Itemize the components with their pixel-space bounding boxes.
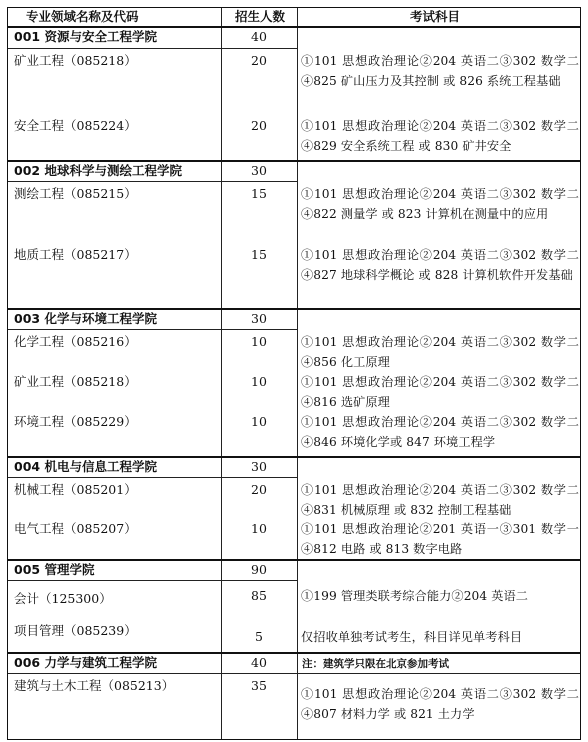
major-exam: ①101 思想政治理论②204 英语二③302 数学二④822 测量学 或 823 计算机在测量中的应用 bbox=[301, 187, 579, 221]
major-name: 机械工程（085201） bbox=[14, 482, 137, 497]
header-major: 专业领域名称及代码 bbox=[26, 9, 139, 24]
school-quota: 30 bbox=[251, 311, 267, 326]
row-divider bbox=[8, 673, 580, 674]
major-quota: 15 bbox=[251, 247, 267, 262]
school-title: 006 力学与建筑工程学院 bbox=[14, 655, 157, 670]
major-quota: 10 bbox=[251, 374, 267, 389]
major-name: 测绘工程（085215） bbox=[14, 186, 137, 201]
major-quota: 5 bbox=[255, 629, 263, 644]
school-title: 002 地球科学与测绘工程学院 bbox=[14, 163, 182, 178]
major-exam: ①101 思想政治理论②204 英语二③302 数学二④816 选矿原理 bbox=[301, 375, 579, 409]
major-exam: 仅招收单独考试考生，科目详见单考科目 bbox=[301, 630, 523, 644]
major-name: 化学工程（085216） bbox=[14, 334, 137, 349]
major-exam: ①101 思想政治理论②204 英语二③302 数学二④825 矿山压力及其控制 或 826 系统工程基础 bbox=[301, 54, 579, 88]
major-exam: ①101 思想政治理论②204 英语二③302 数学二④827 地球科学概论 或 828 计算机软件开发基础 bbox=[301, 248, 579, 282]
school-quota: 40 bbox=[251, 655, 267, 670]
major-exam: ①101 思想政治理论②204 英语二③302 数学二④846 环境化学或 847 环境工程学 bbox=[301, 415, 579, 449]
major-name: 矿业工程（085218） bbox=[14, 374, 137, 389]
major-name: 安全工程（085224） bbox=[14, 118, 137, 133]
major-quota: 10 bbox=[251, 521, 267, 536]
major-exam: ①101 思想政治理论②204 英语二③302 数学二④829 安全系统工程 或 830 矿井安全 bbox=[301, 119, 579, 153]
major-exam: ①101 思想政治理论②204 英语二③302 数学二④856 化工原理 bbox=[301, 335, 579, 369]
row-divider bbox=[8, 580, 297, 581]
major-exam: ①101 思想政治理论②201 英语一③301 数学一④812 电路 或 813 数字电路 bbox=[301, 522, 579, 556]
major-name: 会计（125300） bbox=[14, 591, 112, 606]
school-title: 003 化学与环境工程学院 bbox=[14, 311, 157, 326]
row-divider bbox=[8, 329, 297, 330]
major-name: 项目管理（085239） bbox=[14, 623, 137, 638]
row-divider bbox=[8, 48, 297, 49]
major-quota: 20 bbox=[251, 53, 267, 68]
major-quota: 85 bbox=[251, 588, 267, 603]
major-name: 电气工程（085207） bbox=[14, 521, 137, 536]
school-quota: 30 bbox=[251, 163, 267, 178]
column-divider bbox=[297, 8, 298, 739]
school-quota: 40 bbox=[251, 29, 267, 44]
major-exam: ①101 思想政治理论②204 英语二③302 数学二④831 机械原理 或 832 控制工程基础 bbox=[301, 483, 579, 517]
school-quota: 30 bbox=[251, 459, 267, 474]
row-divider bbox=[8, 181, 297, 182]
major-quota: 20 bbox=[251, 482, 267, 497]
school-title: 004 机电与信息工程学院 bbox=[14, 459, 157, 474]
row-divider bbox=[8, 477, 297, 478]
major-exam: ①101 思想政治理论②204 英语二③302 数学二④807 材料力学 或 821 土力学 bbox=[301, 687, 579, 721]
school-note: 注：建筑学只限在北京参加考试 bbox=[302, 658, 449, 670]
header-quota: 招生人数 bbox=[234, 9, 285, 24]
school-quota: 90 bbox=[251, 562, 267, 577]
major-quota: 10 bbox=[251, 414, 267, 429]
school-title: 005 管理学院 bbox=[14, 562, 95, 577]
major-quota: 10 bbox=[251, 334, 267, 349]
major-name: 矿业工程（085218） bbox=[14, 53, 137, 68]
major-quota: 35 bbox=[251, 678, 267, 693]
major-quota: 15 bbox=[251, 186, 267, 201]
header-exam: 考试科目 bbox=[410, 9, 461, 24]
major-exam: ①199 管理类联考综合能力②204 英语二 bbox=[301, 589, 529, 603]
major-quota: 20 bbox=[251, 118, 267, 133]
school-title: 001 资源与安全工程学院 bbox=[14, 29, 157, 44]
major-name: 建筑与土木工程（085213） bbox=[14, 678, 175, 693]
major-name: 地质工程（085217） bbox=[14, 247, 137, 262]
major-name: 环境工程（085229） bbox=[14, 414, 137, 429]
admissions-table bbox=[7, 7, 581, 740]
